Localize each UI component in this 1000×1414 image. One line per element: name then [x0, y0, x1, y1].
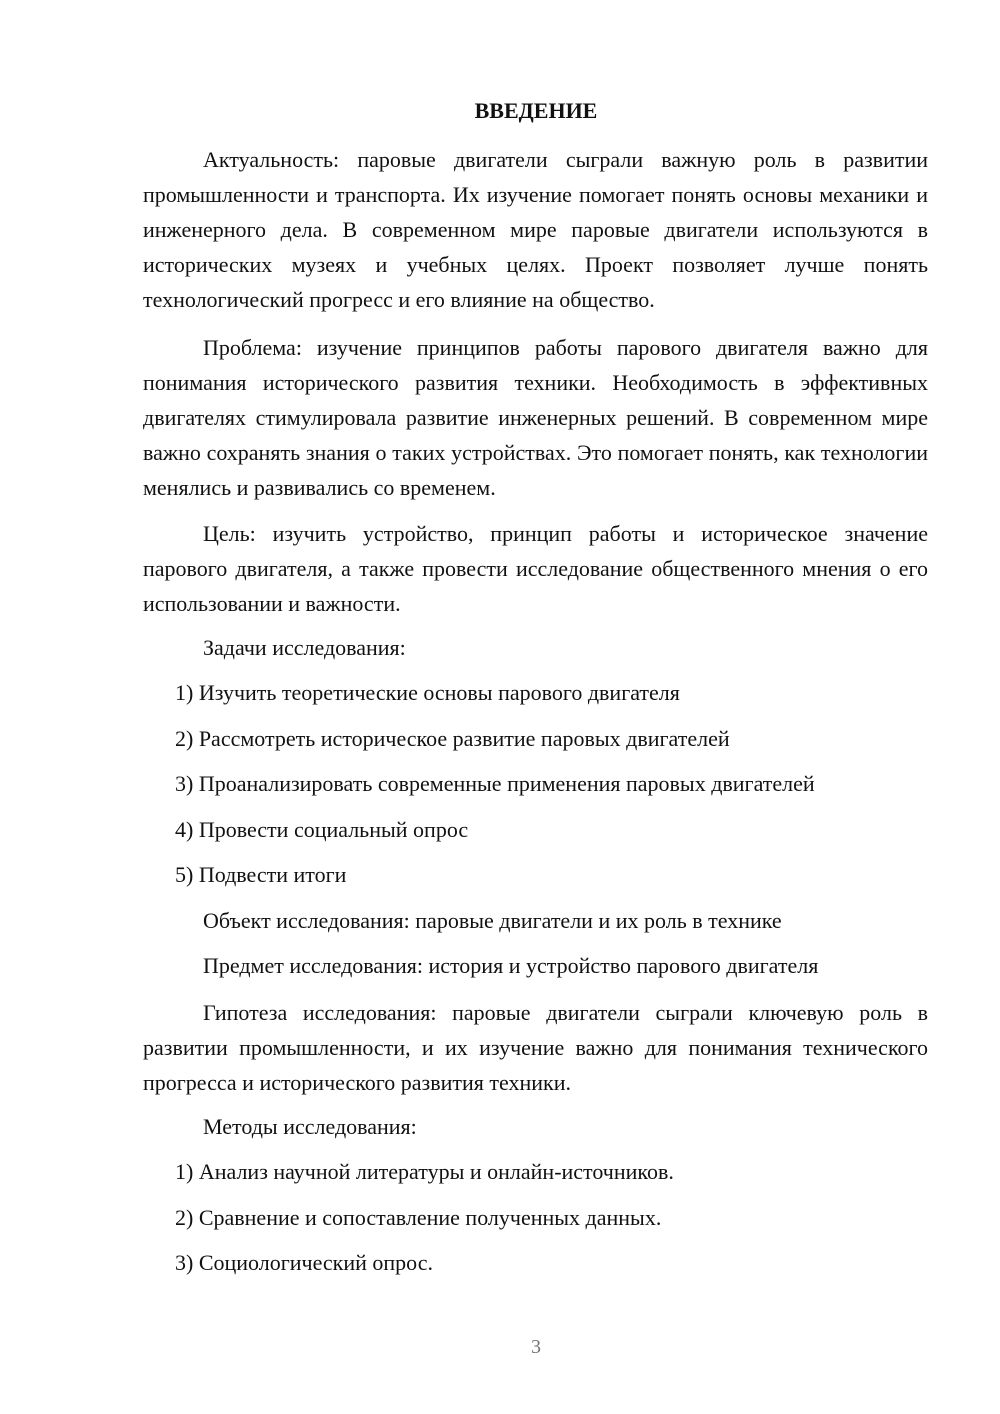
page-number: 3 — [531, 1336, 541, 1358]
task-item: 4) Провести социальный опрос — [175, 817, 469, 842]
method-item: 2) Сравнение и сопоставление полученных данных. — [175, 1205, 662, 1230]
methods-heading: Методы исследования: — [203, 1114, 417, 1139]
task-item: 5) Подвести итоги — [175, 862, 347, 887]
goal-paragraph: Цель: изучить устройство, принцип работы и историческое значение парового двигателя, а также провести исследование общественного мнения о его использовании и важности. — [143, 521, 928, 616]
hypothesis-paragraph: Гипотеза исследования: паровые двигатели сыграли ключевую роль в развитии промышленности, и их изучение важно для понимания технического прогресса и исторического развития техники. — [143, 1000, 928, 1095]
section-title: ВВЕДЕНИЕ — [474, 98, 598, 123]
task-item: 2) Рассмотреть историческое развитие паровых двигателей — [175, 726, 730, 751]
research-subject: Предмет исследования: история и устройство парового двигателя — [203, 953, 819, 978]
problem-paragraph: Проблема: изучение принципов работы парового двигателя важно для понимания исторического развития техники. Необходимость в эффективных двигателях стимулировала развитие инженерных решений. В современном мире важно сохранять знания о таких устройствах. Это помогает понять, как технологии менялись и развивались со временем. — [143, 335, 928, 500]
research-object: Объект исследования: паровые двигатели и их роль в технике — [203, 908, 782, 933]
method-item: 1) Анализ научной литературы и онлайн-источников. — [175, 1159, 674, 1184]
relevance-paragraph: Актуальность: паровые двигатели сыграли важную роль в развитии промышленности и транспорта. Их изучение помогает понять основы механики и инженерного дела. В современном мире паровые двигатели используются в исторических музеях и учебных целях. Проект позволяет лучше понять технологический прогресс и его влияние на общество. — [143, 147, 928, 312]
method-item: 3) Социологический опрос. — [175, 1250, 433, 1275]
tasks-heading: Задачи исследования: — [203, 635, 406, 660]
task-item: 1) Изучить теоретические основы парового двигателя — [175, 680, 680, 705]
task-item: 3) Проанализировать современные применения паровых двигателей — [175, 771, 815, 796]
